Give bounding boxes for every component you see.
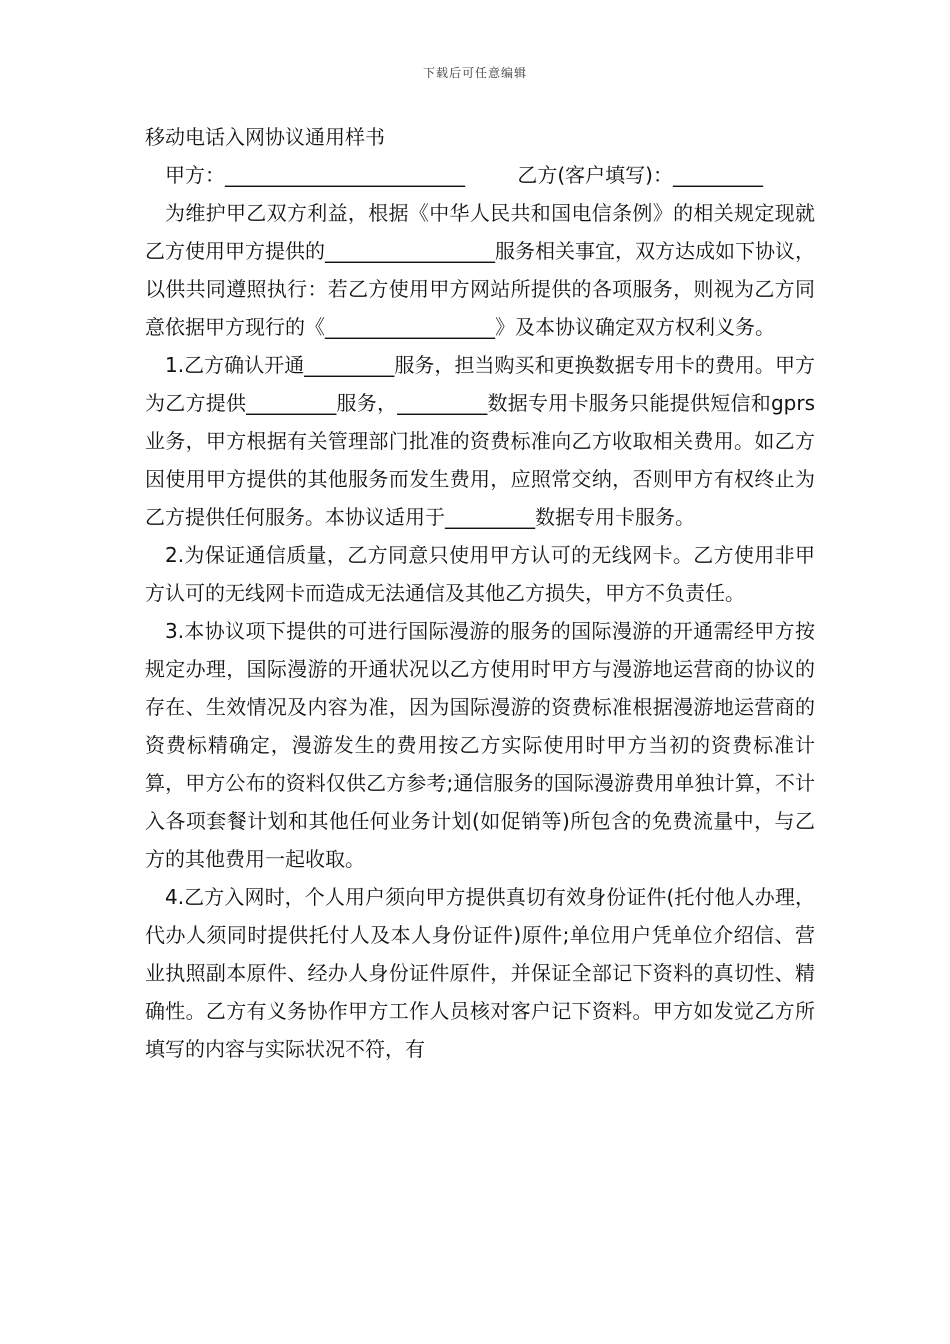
preamble-paragraph: 为维护甲乙双方利益，根据《中华人民共和国电信条例》的相关规定现就乙方使用甲方提供的_________________服务相关事宜，双方达成如下协议，以供共同遵照执行：若乙方使用甲方网站所提供的各项服务，则视为乙方同意依据甲方现行的《_________________》及本协议确定双方权利义务。	[145, 201, 815, 339]
party-b-field: 乙方(客户填写)：_________	[517, 163, 763, 187]
clause-4: 4.乙方入网时，个人用户须向甲方提供真切有效身份证件(托付他人办理，代办人须同时提供托付人及本人身份证件)原件;单位用户凭单位介绍信、营业执照副本原件、经办人身份证件原件，并保证全部记下资料的真切性、精确性。乙方有义务协作甲方工作人员核对客户记下资料。甲方如发觉乙方所填写的内容与实际状况不符，有	[145, 885, 815, 1061]
clause-3: 3.本协议项下提供的可进行国际漫游的服务的国际漫游的开通需经甲方按规定办理，国际漫游的开通状况以乙方使用时甲方与漫游地运营商的协议的存在、生效情况及内容为准，因为国际漫游的资费标准根据漫游地运营商的资费标精确定，漫游发生的费用按乙方实际使用时甲方当初的资费标准计算，甲方公布的资料仅供乙方参考;通信服务的国际漫游费用单独计算，不计入各项套餐计划和其他任何业务计划(如促销等)所包含的免费流量中，与乙方的其他费用一起收取。	[145, 619, 815, 871]
party-a-field: 甲方：________________________	[165, 163, 465, 187]
parties-line	[145, 156, 815, 194]
document-title: 移动电话入网协议通用样书	[145, 125, 385, 149]
clause-2: 2.为保证通信质量，乙方同意只使用甲方认可的无线网卡。乙方使用非甲方认可的无线网卡而造成无法通信及其他乙方损失，甲方不负责任。	[145, 543, 815, 605]
header-note: 下载后可任意编辑	[422, 66, 527, 80]
clause-1: 1.乙方确认开通_________服务，担当购买和更换数据专用卡的费用。甲方为乙方提供_________服务，_________数据专用卡服务只能提供短信和gprs业务，甲方根据有关管理部门批准的资费标准向乙方收取相关费用。如乙方因使用甲方提供的其他服务而发生费用，应照常交纳，否则甲方有权终止为乙方提供任何服务。本协议适用于_________数据专用卡服务。	[145, 353, 815, 529]
document-body	[145, 118, 815, 1068]
